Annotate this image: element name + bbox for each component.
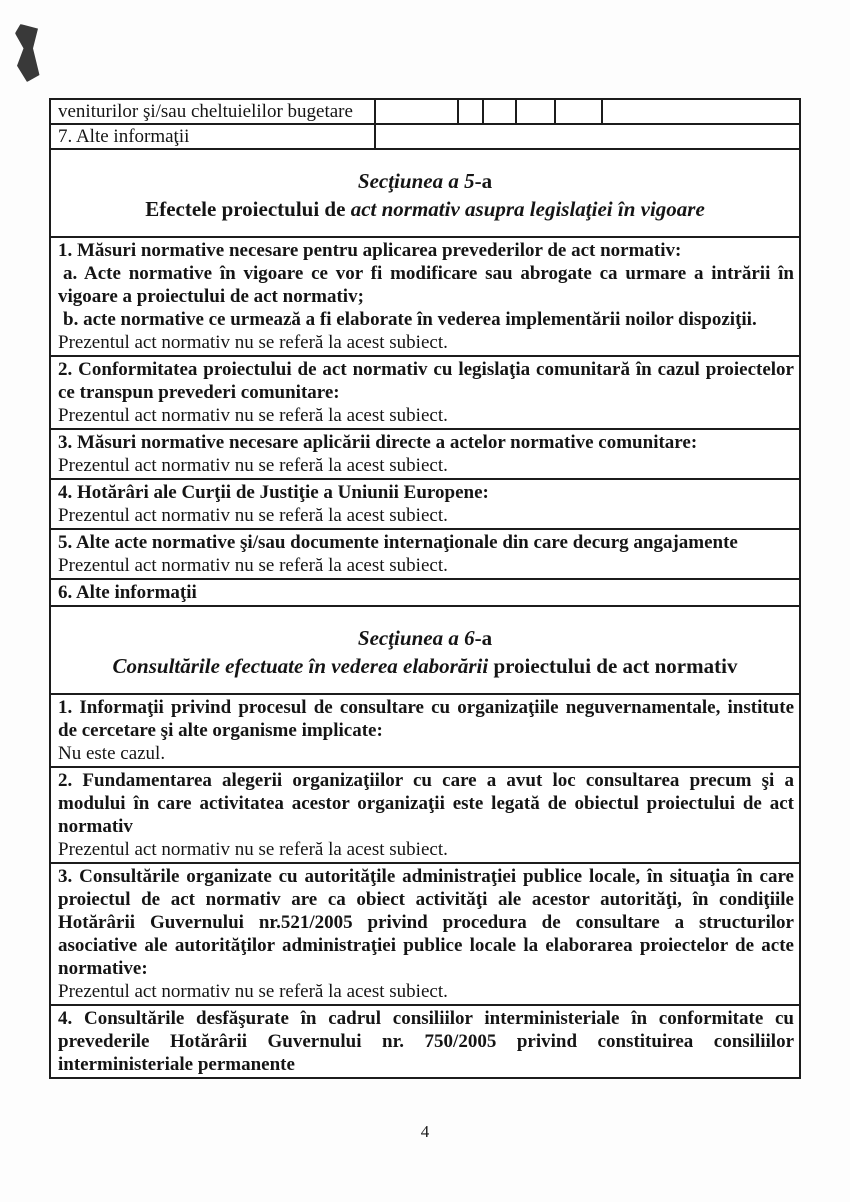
- section5-q5-title: 5. Alte acte normative şi/sau documente internaţionale din care decurg angajamente: [58, 532, 738, 553]
- section5-q1-item-a: a. Acte normative în vigoare ce vor fi modificare sau abrogate ca urmare a intrării în vigoare a proiectului de act normativ;: [58, 263, 794, 307]
- section6-q1-title: 1. Informaţii privind procesul de consultare cu organizaţiile neguvernamentale, institute de cercetare şi alte organisme implicate:: [58, 697, 794, 741]
- budget-empty-cell-1: [374, 100, 457, 123]
- page-number: 4: [420, 1122, 430, 1141]
- section6-q1-answer: Nu este cazul.: [58, 743, 166, 764]
- section5-q6-title: 6. Alte informaţii: [58, 582, 197, 603]
- section5-row-3: [51, 428, 799, 478]
- section6-row-2: [51, 766, 799, 862]
- section5-q1-answer: Prezentul act normativ nu se referă la acest subiect.: [58, 332, 448, 353]
- other-info-empty-cell: [374, 125, 799, 148]
- section5-subtitle-bold: Efectele proiectului de: [145, 197, 346, 221]
- section6-heading: [51, 605, 799, 693]
- budget-empty-cell-6: [601, 100, 799, 123]
- section5-row-4: [51, 478, 799, 528]
- section5-row-6: [51, 578, 799, 605]
- section5-heading: [51, 148, 799, 236]
- budget-row-label: veniturilor şi/sau cheltuielilor bugetare: [58, 101, 353, 122]
- section5-heading-line2: [61, 195, 789, 223]
- section5-q3-title: 3. Măsuri normative necesare aplicării directe a actelor normative comunitare:: [58, 432, 698, 453]
- section5-q1-title: 1. Măsuri normative necesare pentru aplicarea prevederilor de act normativ:: [58, 240, 682, 261]
- section5-q3-answer: Prezentul act normativ nu se referă la acest subiect.: [58, 455, 448, 476]
- section5-q1-item-b: b. acte normative ce urmează a fi elaborate în vederea implementării noilor dispoziţii.: [63, 309, 757, 330]
- section6-title-italic: Secţiunea a 6: [357, 626, 475, 650]
- section5-title-suffix: -a: [474, 169, 493, 193]
- document-body: [49, 98, 801, 1079]
- section6-q2-answer: Prezentul act normativ nu se referă la acest subiect.: [58, 839, 448, 860]
- section6-q2-title: 2. Fundamentarea alegerii organizaţiilor cu care a avut loc consultarea precum şi a modului în care activitatea acestor organizaţii este legată de obiectul proiectului de act normativ: [58, 770, 794, 837]
- form-table-stack: [49, 98, 801, 1079]
- section6-q3-answer: Prezentul act normativ nu se referă la acest subiect.: [58, 981, 448, 1002]
- section6-row-4: [51, 1004, 799, 1077]
- section6-q3-title: 3. Consultările organizate cu autorităţile administraţiei publice locale, în situaţia în care proiectul de act normativ are ca obiect activităţi ale acestor autorităţi, în condiţiile Hotărârii Guvernului nr.521/2005 privind procedura de consultare a structurilor asociative ale autorităţilor administraţiei publice locale la elaborarea proiectelor de acte normative:: [58, 866, 794, 979]
- section6-heading-line1: [61, 624, 789, 652]
- section5-row-1: [51, 236, 799, 355]
- budget-empty-cell-2: [457, 100, 482, 123]
- section5-q2-answer: Prezentul act normativ nu se referă la acest subiect.: [58, 405, 448, 426]
- budget-empty-cell-5: [554, 100, 601, 123]
- budget-empty-cell-3: [482, 100, 515, 123]
- budget-empty-cell-4: [515, 100, 554, 123]
- section6-title-suffix: -a: [474, 626, 493, 650]
- continuation-table-row-other-info: [51, 123, 799, 148]
- section6-row-1: [51, 693, 799, 766]
- section5-title-italic: Secţiunea a 5: [357, 169, 475, 193]
- section5-q4-answer: Prezentul act normativ nu se referă la acest subiect.: [58, 505, 448, 526]
- section5-q2-title: 2. Conformitatea proiectului de act normativ cu legislaţia comunitară în cazul proiectelor ce transpun prevederi comunitare:: [58, 359, 794, 403]
- section5-row-5: [51, 528, 799, 578]
- section6-q4-title: 4. Consultările desfăşurate în cadrul consiliilor interministeriale în conformitate cu prevederile Hotărârii Guvernului nr. 750/2005 privind constituirea consiliilor interministeriale permanente: [58, 1008, 794, 1075]
- section5-row-2: [51, 355, 799, 428]
- section5-heading-line1: [61, 167, 789, 195]
- section6-subtitle-bold: proiectului de act normativ: [493, 654, 738, 678]
- section5-q4-title: 4. Hotărâri ale Curţii de Justiţie a Uniunii Europene:: [58, 482, 489, 503]
- scan-smudge-artifact: [15, 24, 40, 82]
- section6-subtitle-italic: Consultările efectuate în vederea elaborării: [112, 654, 489, 678]
- section6-row-3: [51, 862, 799, 1004]
- section5-q5-answer: Prezentul act normativ nu se referă la acest subiect.: [58, 555, 448, 576]
- section5-subtitle-italic: act normativ asupra legislaţiei în vigoare: [350, 197, 705, 221]
- other-info-label: 7. Alte informaţii: [58, 126, 190, 147]
- continuation-table-row-budget: [51, 100, 799, 123]
- section6-heading-line2: [61, 652, 789, 680]
